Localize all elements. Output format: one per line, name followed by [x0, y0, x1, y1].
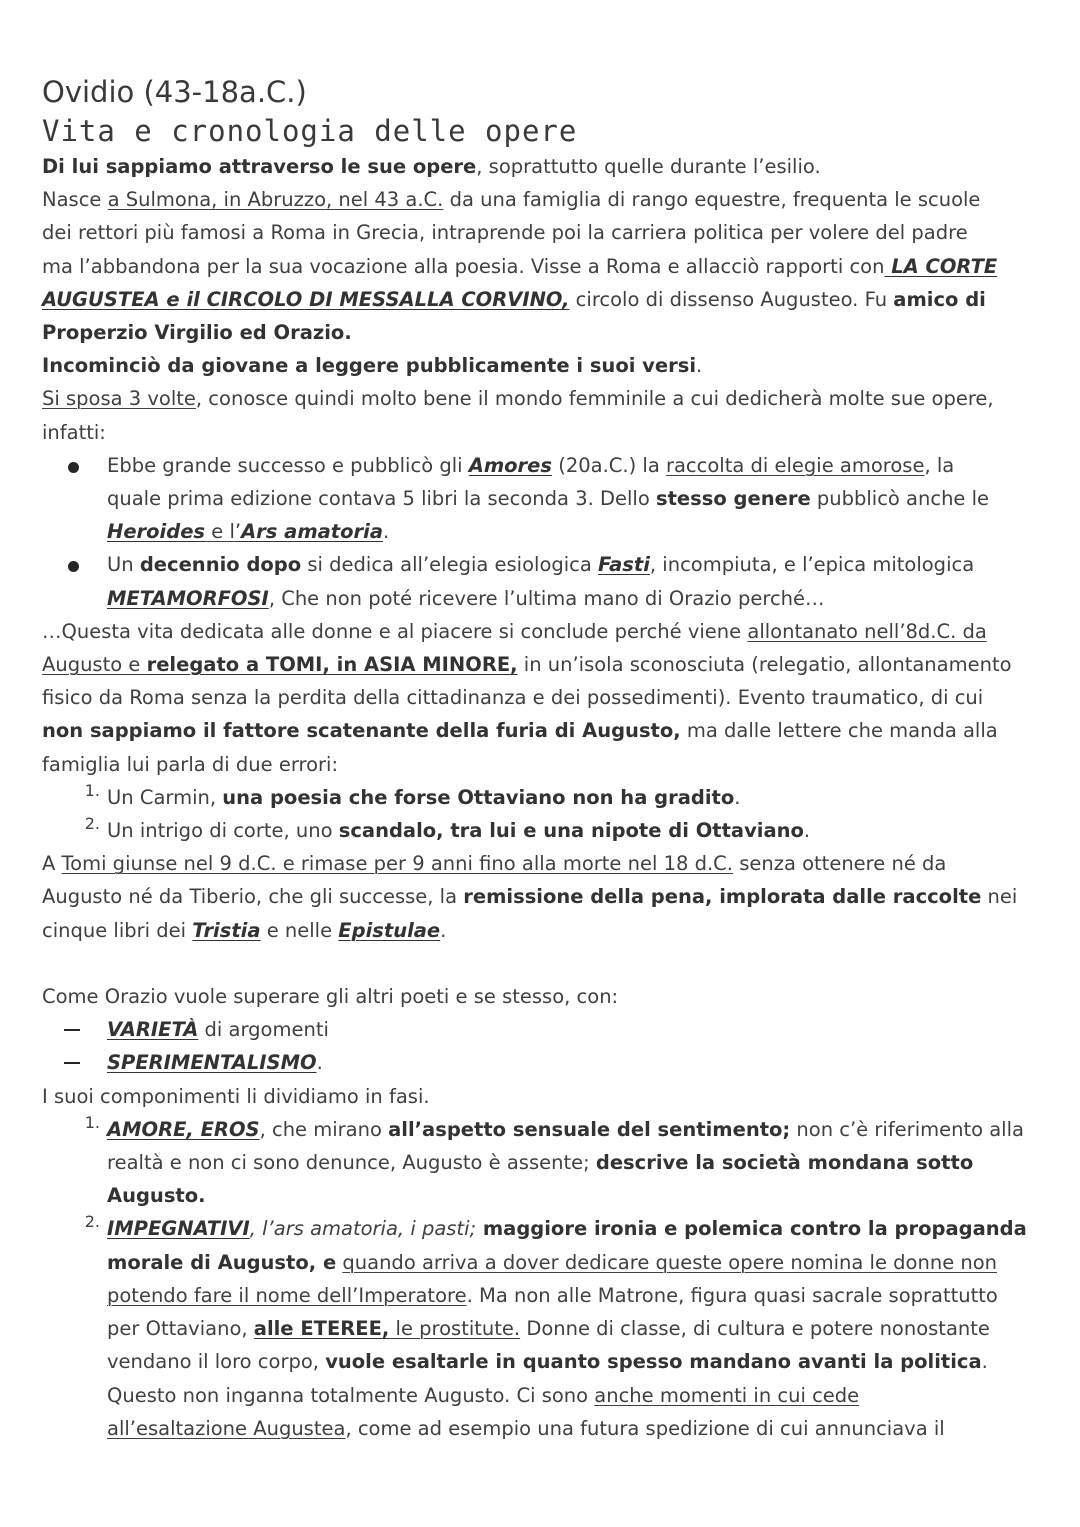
underlined-text: potendo fare il nome dell’Imperatore — [107, 1283, 467, 1307]
list-item — [42, 548, 1042, 614]
emphasis-text: VARIETÀ — [107, 1018, 199, 1042]
list-item — [42, 1212, 1042, 1444]
list-line — [107, 1013, 1042, 1046]
underlined-text: all’esaltazione Augustea — [107, 1416, 346, 1440]
list-number: 1. — [84, 780, 100, 800]
underlined-text: anche momenti in cui cede — [594, 1383, 860, 1407]
bold-text: descrive la società mondana sotto — [595, 1151, 974, 1175]
bold-text: Incominciò da giovane a leggere pubblicamente i suoi versi — [42, 354, 697, 378]
text: . Ma non alle Matrone, figura quasi sacrale soprattutto — [466, 1283, 998, 1307]
text: . — [734, 785, 741, 809]
list-item — [42, 1046, 1042, 1079]
list-line — [107, 1046, 1042, 1079]
bold-text: Di lui sappiamo attraverso le sue opere — [42, 155, 477, 178]
text: pubblicò anche le — [810, 487, 990, 511]
italic-text: , l’ars amatoria, i pasti; — [249, 1217, 477, 1241]
text: ma dalle lettere che manda alla — [680, 719, 998, 743]
bold-text: una poesia che forse Ottaviano non ha gradito — [222, 785, 735, 809]
paragraph-line — [42, 183, 1042, 216]
text: Ebbe grande successo e pubblicò gli — [107, 453, 469, 477]
bold-text: non sappiamo il fattore scatenante della furia di Augusto, — [42, 719, 681, 743]
text: . — [981, 1350, 988, 1374]
paragraph-line — [42, 648, 1042, 681]
list-line — [107, 1113, 1042, 1146]
text: , soprattutto quelle durante l’esilio. — [476, 155, 821, 178]
bold-text: all’aspetto sensuale del sentimento; — [388, 1117, 791, 1141]
dash-icon — [64, 1062, 80, 1064]
list-item — [42, 814, 1042, 847]
list-number: 2. — [84, 1212, 100, 1232]
underlined-text: Augusto e — [42, 653, 147, 677]
text: ma l’abbandona per la sua vocazione alla poesia. Visse a Roma e allacciò rapporti con — [42, 254, 885, 278]
list-line — [107, 515, 1042, 548]
list-line — [107, 482, 1042, 515]
work-title: METAMORFOSI — [107, 586, 269, 610]
list-item — [42, 781, 1042, 814]
text: in un’isola sconosciuta (relegatio, allontanamento — [517, 653, 1012, 677]
text: Un Carmin, — [107, 785, 223, 809]
text: A — [42, 852, 62, 876]
text: nei — [981, 885, 1018, 909]
emphasis-text: IMPEGNATIVI — [107, 1217, 250, 1241]
text: . — [803, 819, 811, 843]
emphasis-text: AMORE, EROS — [107, 1117, 260, 1141]
page-title: Ovidio (43-18a.C.) — [42, 75, 307, 109]
work-title: Amores — [468, 453, 553, 477]
bold-text: Augusto. — [107, 1184, 206, 1208]
emphasis-text: AUGUSTEA e il CIRCOLO DI MESSALLA CORVINO, — [42, 287, 570, 311]
paragraph-line — [42, 847, 1042, 880]
paragraph-line — [42, 283, 1042, 316]
underlined-text: Si sposa 3 volte — [42, 387, 196, 411]
bold-text: Properzio Virgilio ed Orazio. — [42, 321, 352, 345]
bold-text: remissione della pena, implorata dalle raccolte — [463, 885, 982, 909]
underlined-text: le prostitute. — [389, 1317, 521, 1341]
bold-text: morale di Augusto, e — [107, 1250, 337, 1274]
list-line — [107, 1179, 1042, 1212]
work-title: Tristia — [192, 918, 261, 942]
list-number: 2. — [84, 814, 100, 834]
bold-text: vuole esaltarle in quanto spesso mandano avanti la politica — [325, 1350, 982, 1374]
text: Un — [107, 553, 140, 577]
document-body — [42, 72, 1042, 1445]
list-line — [107, 1212, 1042, 1245]
text: Nasce — [42, 188, 108, 212]
text: . — [316, 1051, 323, 1075]
dash-icon — [64, 1029, 80, 1031]
underlined-text: allontanato nell’8d.C. da — [747, 619, 987, 643]
text: cinque libri dei — [42, 918, 193, 942]
text: di argomenti — [198, 1018, 329, 1042]
paragraph-line: Come Orazio vuole superare gli altri poeti e se stesso, con: — [42, 985, 619, 1009]
paragraph-line — [42, 349, 1042, 382]
list-line — [107, 781, 1042, 814]
list-line — [107, 449, 1042, 482]
underlined-text: e l’ — [205, 520, 242, 544]
text: e nelle — [260, 918, 339, 942]
text: da una famiglia di rango equestre, frequenta le scuole — [443, 188, 981, 212]
emphasis-text: relegato a TOMI, in ASIA MINORE, — [146, 653, 518, 677]
paragraph-line — [42, 382, 1042, 415]
underlined-text: quando arriva a dover dedicare queste opere nomina le donne non — [342, 1250, 998, 1274]
paragraph-line — [42, 316, 1042, 349]
paragraph-line — [42, 615, 1042, 648]
list-line — [107, 582, 1042, 615]
list-line — [107, 548, 1042, 581]
emphasis-text: LA CORTE — [884, 254, 998, 278]
paragraph-line — [42, 914, 1042, 947]
list-line — [107, 1345, 1042, 1378]
paragraph-line: dei rettori più famosi a Roma in Grecia, intraprende poi la carriera politica per volere del padre — [42, 221, 968, 245]
text: Un intrigo di corte, uno — [107, 819, 339, 843]
text: Donne di classe, di cultura e potere nonostante — [520, 1317, 990, 1341]
list-line — [107, 1379, 1042, 1412]
text: non c’è riferimento alla — [790, 1117, 1024, 1141]
bold-text: maggiore ironia e polemica contro la propaganda — [476, 1217, 1027, 1241]
paragraph-line: fisico da Roma senza la perdita della cittadinanza e dei possedimenti). Evento traumatico, di cui — [42, 686, 984, 710]
text: Questo non inganna totalmente Augusto. Ci sono — [107, 1383, 595, 1407]
paragraph-line — [42, 880, 1042, 913]
text: , la — [924, 453, 955, 477]
work-title: Epistulae — [338, 918, 441, 942]
work-title: Ars amatoria — [241, 520, 383, 544]
paragraph-line — [42, 250, 1042, 283]
list-line — [107, 1279, 1042, 1312]
paragraph-line: I suoi componimenti li dividiamo in fasi. — [42, 1084, 430, 1108]
text: , Che non poté ricevere l’ultima mano di Orazio perché… — [268, 586, 825, 610]
text: realtà e non ci sono denunce, Augusto è assente; — [107, 1151, 596, 1175]
text: vendano il loro corpo, — [107, 1350, 326, 1374]
underlined-text: Tomi giunse nel 9 d.C. e rimase per 9 anni fino alla morte nel 18 d.C. — [61, 852, 733, 876]
text: (20a.C.) la — [552, 453, 666, 477]
list-item — [42, 1013, 1042, 1046]
list-line — [107, 814, 1042, 847]
text: per Ottaviano, — [107, 1317, 254, 1341]
list-line — [107, 1146, 1042, 1179]
list-item — [42, 1113, 1042, 1213]
list-line — [107, 1246, 1042, 1279]
text: , che mirano — [259, 1117, 389, 1141]
underlined-text: a Sulmona, in Abruzzo, nel 43 a.C. — [107, 188, 444, 212]
text: quale prima edizione contava 5 libri la seconda 3. Dello — [107, 487, 656, 511]
text: circolo di dissenso Augusteo. Fu — [569, 287, 894, 311]
text: Augusto né da Tiberio, che gli successe, la — [42, 885, 464, 909]
paragraph-line: famiglia lui parla di due errori: — [42, 752, 339, 776]
bold-text: decennio dopo — [139, 553, 302, 577]
list-line — [107, 1412, 1042, 1445]
emphasis-text: alle ETEREE, — [253, 1317, 390, 1341]
underlined-text: raccolta di elegie amorose — [665, 453, 925, 477]
list-item — [42, 449, 1042, 549]
paragraph-line: infatti: — [42, 420, 106, 444]
text: …Questa vita dedicata alle donne e al piacere si conclude perché viene — [42, 619, 748, 643]
blank-line — [42, 947, 1042, 980]
paragraph-line — [42, 714, 1042, 747]
bullet-icon — [68, 561, 79, 572]
text: . — [696, 354, 703, 378]
bold-text: amico di — [893, 287, 986, 311]
bold-text: stesso genere — [655, 487, 811, 511]
work-title: Heroides — [107, 520, 206, 544]
bold-text: scandalo, tra lui e una nipote di Ottaviano — [338, 819, 804, 843]
list-number: 1. — [84, 1112, 100, 1132]
text: senza ottenere né da — [733, 852, 947, 876]
text: , come ad esempio una futura spedizione di cui annunciava il — [345, 1416, 945, 1440]
text: . — [440, 918, 447, 942]
paragraph-line — [42, 150, 1042, 183]
text: . — [382, 520, 390, 544]
bullet-icon — [68, 462, 79, 473]
emphasis-text: SPERIMENTALISMO — [107, 1051, 317, 1075]
section-subtitle: Vita e cronologia delle opere — [42, 114, 578, 148]
work-title: Fasti — [598, 553, 650, 577]
text: si dedica all’elegia esiologica — [301, 553, 599, 577]
text: , conosce quindi molto bene il mondo femminile a cui dedicherà molte sue opere, — [195, 387, 994, 411]
list-line — [107, 1312, 1042, 1345]
text: , incompiuta, e l’epica mitologica — [649, 553, 975, 577]
